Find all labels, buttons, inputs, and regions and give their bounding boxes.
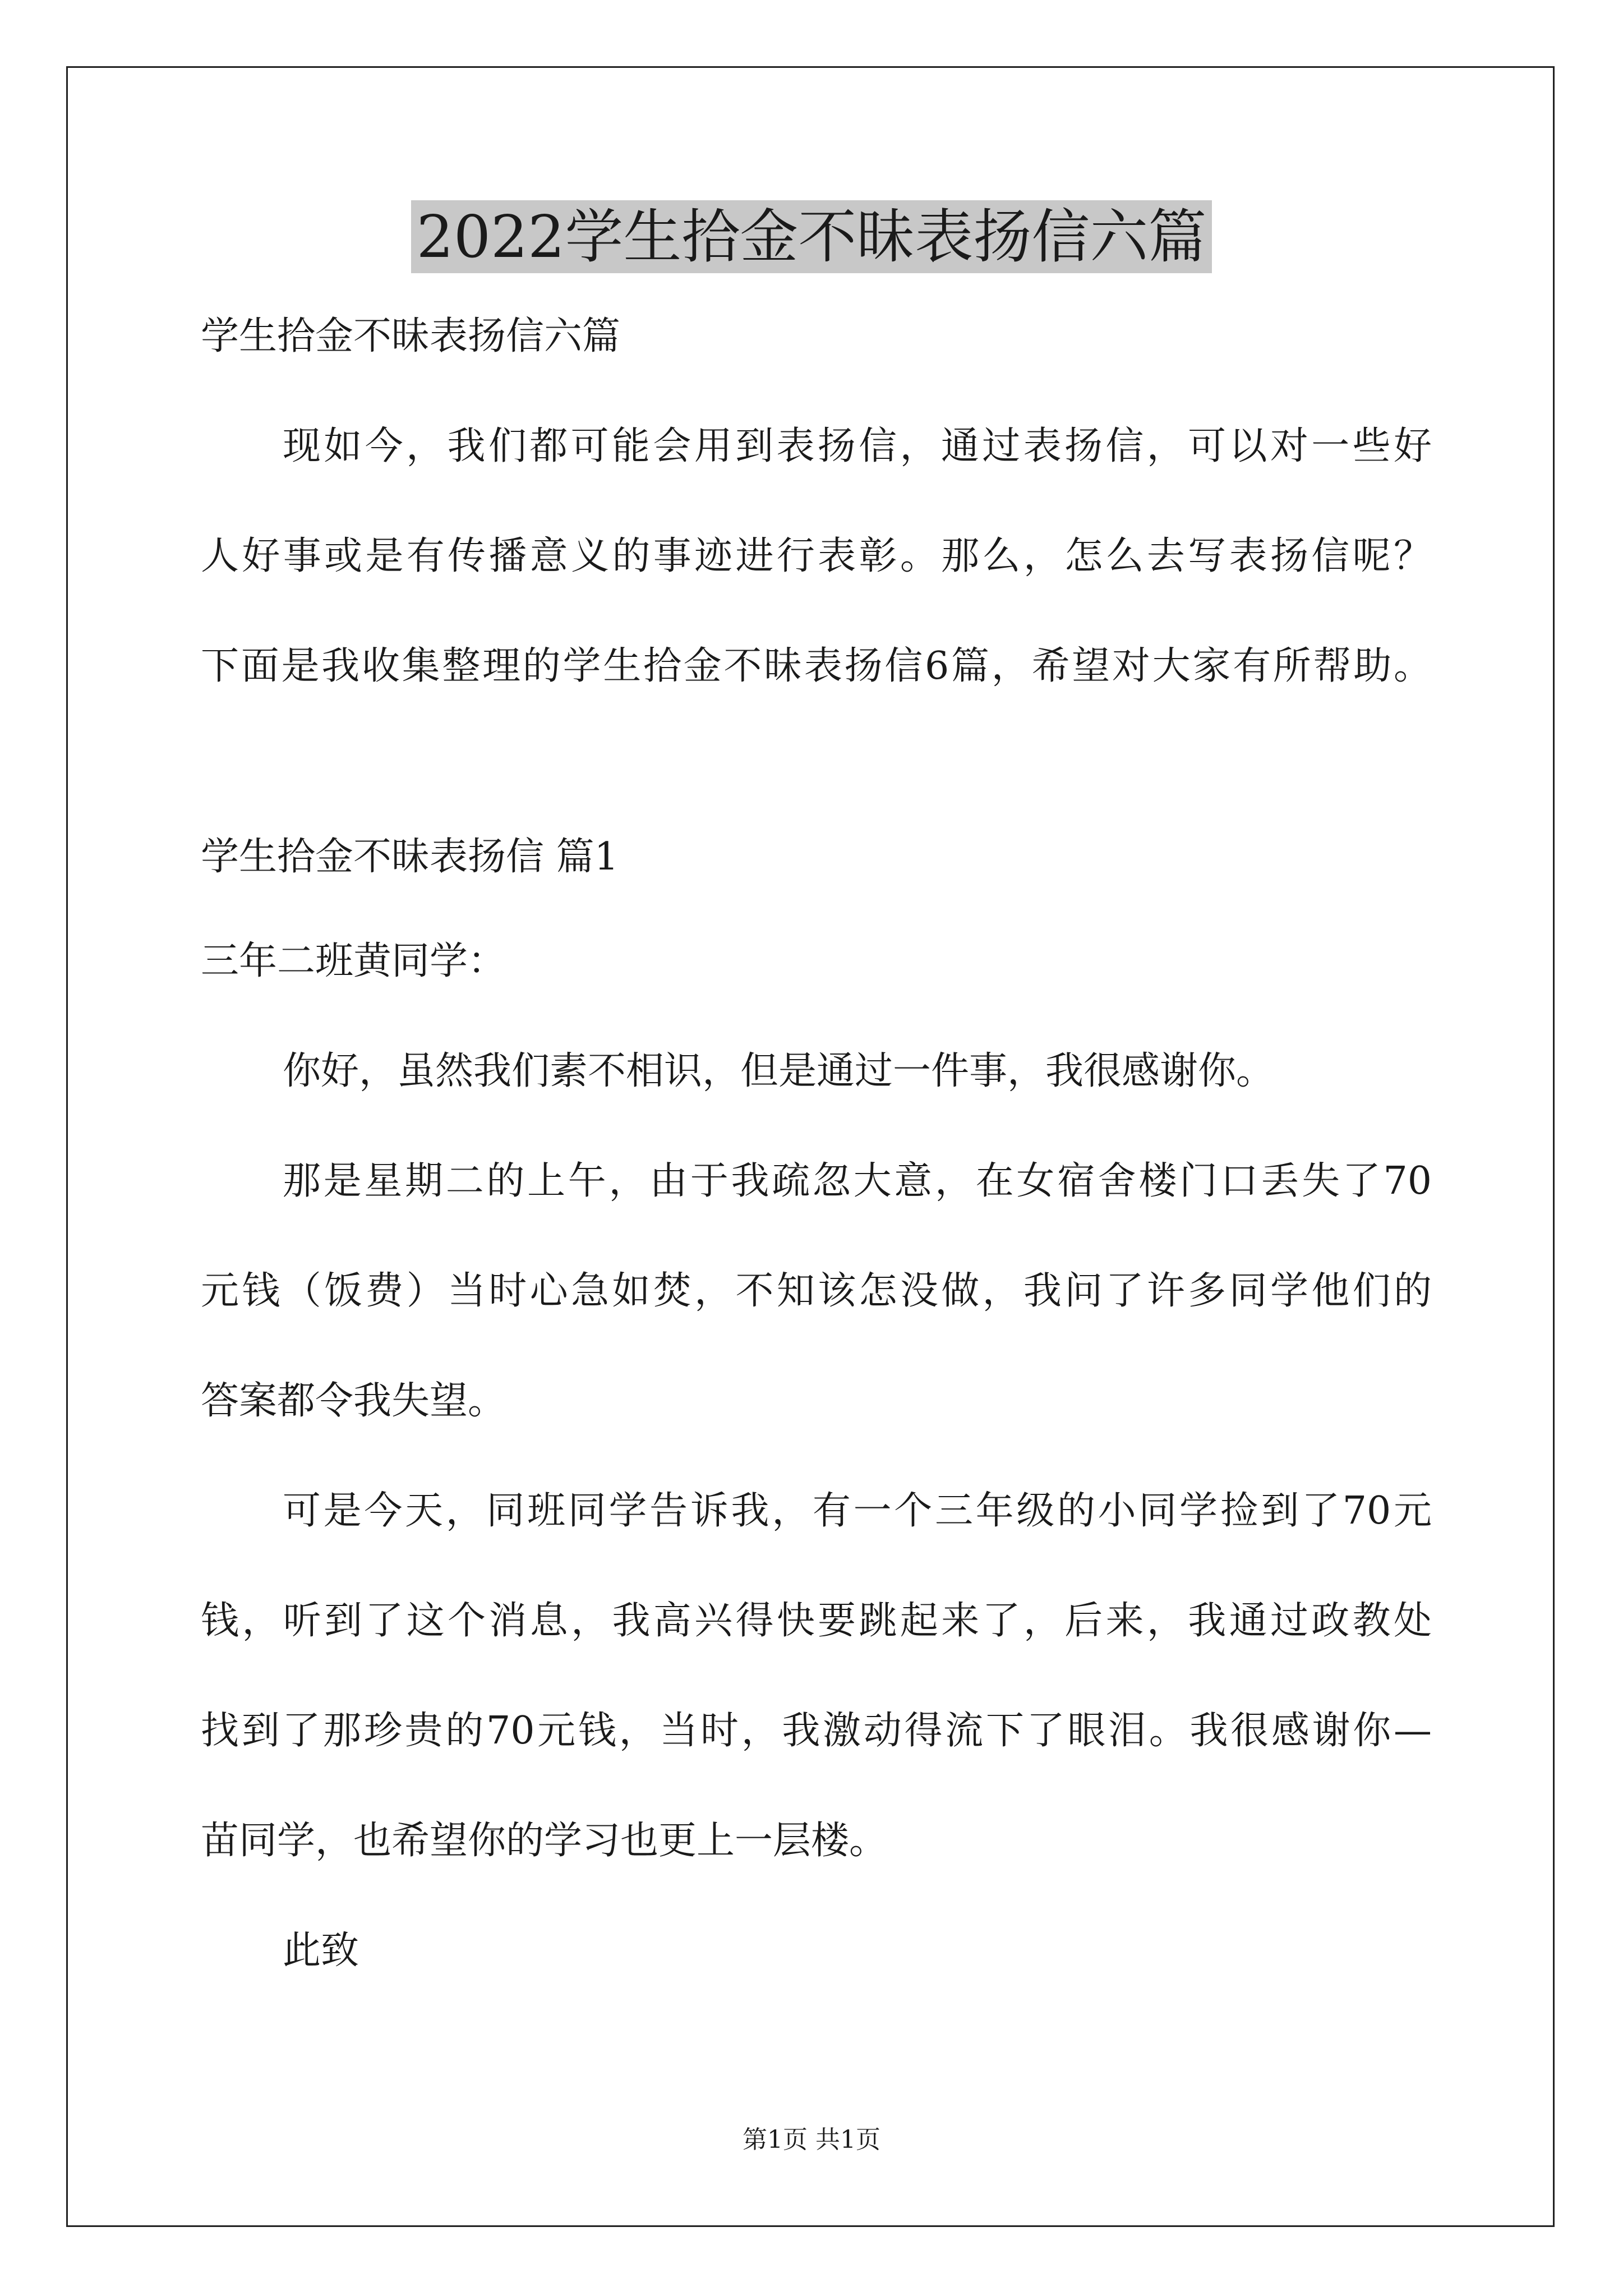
paragraph-2-line-3: 答案都令我失望。 <box>201 1379 506 1423</box>
paragraph-2-line-1: 那是星期二的上午，由于我疏忽大意，在女宿舍楼门口丢失了70 <box>283 1159 1432 1203</box>
closing-text: 此致 <box>283 1929 359 1973</box>
document-subtitle: 学生拾金不昧表扬信六篇 <box>201 314 621 358</box>
paragraph-3-line-2: 钱，听到了这个消息，我高兴得快要跳起来了，后来，我通过政教处 <box>201 1599 1432 1643</box>
document-body <box>201 309 1432 1979</box>
section-heading: 学生拾金不昧表扬信 篇1 <box>201 835 619 879</box>
intro-line-3: 下面是我收集整理的学生拾金不昧表扬信6篇，希望对大家有所帮助。 <box>201 644 1432 688</box>
document-title-text: 2022学生拾金不昧表扬信六篇 <box>411 200 1212 273</box>
paragraph-3-line-1: 可是今天，同班同学告诉我，有一个三年级的小同学捡到了70元 <box>283 1489 1432 1533</box>
paragraph-3-line-4: 苗同学，也希望你的学习也更上一层楼。 <box>201 1819 888 1863</box>
page-footer: 第1页 共1页 <box>743 2125 880 2154</box>
paragraph-2-line-2: 元钱（饭费）当时心急如焚，不知该怎没做，我问了许多同学他们的 <box>201 1269 1432 1313</box>
paragraph-3-line-3: 找到了那珍贵的70元钱，当时，我激动得流下了眼泪。我很感谢你— <box>201 1709 1432 1753</box>
intro-line-1: 现如今，我们都可能会用到表扬信，通过表扬信，可以对一些好 <box>283 424 1432 468</box>
salutation: 三年二班黄同学： <box>201 939 506 983</box>
document-title <box>0 197 1623 276</box>
paragraph-1-line-1: 你好，虽然我们素不相识，但是通过一件事，我很感谢你。 <box>283 1049 1275 1093</box>
intro-line-2: 人好事或是有传播意义的事迹进行表彰。那么，怎么去写表扬信呢？ <box>201 534 1432 578</box>
